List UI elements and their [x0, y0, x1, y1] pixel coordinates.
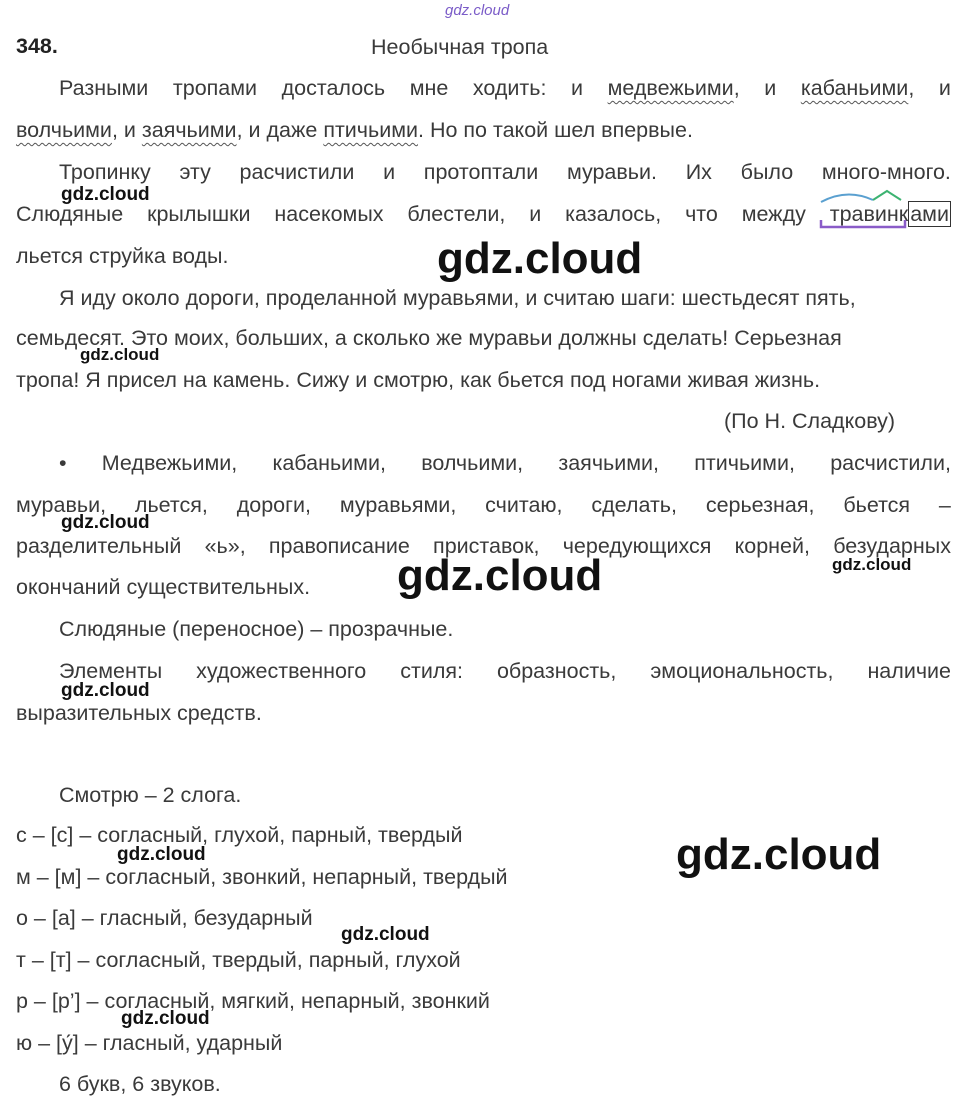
answer-line: муравьи, льется, дороги, муравьями, считаю, сделать, серьезная, бьется – [16, 493, 951, 517]
watermark: gdz.cloud [61, 184, 150, 205]
exercise-title: Необычная тропа [371, 35, 549, 59]
underlined-word: кабаньими [800, 76, 909, 100]
watermark: gdz.cloud [117, 844, 206, 865]
suffix-mark [873, 191, 901, 200]
answer-line: разделительный «ь», правописание приставок, чередующихся корней, безударных [16, 534, 951, 558]
source-citation: (По Н. Сладкову) [724, 409, 896, 433]
text-line: тропа! Я присел на камень. Сижу и смотрю, как бьется под ногами живая жизнь. [16, 368, 821, 392]
text-line: Разными тропами досталось мне ходить: и медвежьими, и кабаньими, и [59, 76, 951, 100]
text-line: льется струйка воды. [16, 244, 229, 268]
phonetic-line: с – [с] – согласный, глухой, парный, твердый [16, 823, 463, 847]
word-stem: травинк [829, 202, 909, 226]
watermark: gdz.cloud [61, 512, 150, 533]
underlined-word: медвежьими [607, 76, 734, 100]
watermark: gdz.cloud [437, 234, 643, 283]
watermark-top: gdz.cloud [445, 2, 510, 19]
phonetic-line: ю – [у́] – гласный, ударный [16, 1031, 283, 1055]
underlined-word: волчьими [16, 118, 112, 142]
underlined-word: заячьими [141, 118, 237, 142]
watermark: gdz.cloud [676, 830, 882, 879]
answer-line: окончаний существительных. [16, 575, 311, 599]
watermark: gdz.cloud [341, 924, 430, 945]
phonetic-line: р – [р’] – согласный, мягкий, непарный, звонкий [16, 989, 490, 1013]
root-arc-mark [821, 194, 873, 202]
watermark: gdz.cloud [832, 555, 912, 574]
text-line: Тропинку эту расчистили и протоптали муравьи. Их было много-много. [59, 160, 951, 184]
letter-sound-count: 6 букв, 6 звуков. [59, 1072, 221, 1096]
watermark: gdz.cloud [80, 345, 160, 364]
answer-line: • Медвежьими, кабаньими, волчьими, заячьими, птичьими, расчистили, [59, 451, 951, 475]
text-line: волчьими , и заячьими , и даже птичьими . Но по такой шел впервые. [16, 118, 693, 142]
answer-meaning: Слюдяные (переносное) – прозрачные. [59, 617, 454, 641]
underlined-word: птичьими [323, 118, 419, 142]
text-line: семьдесят. Это моих, больших, а сколько же муравьи должны сделать! Серьезная [16, 326, 842, 350]
text-line: Слюдяные крылышки насекомых блестели, и казалось, что между травинками [16, 202, 949, 226]
word-ending: ами [910, 202, 949, 226]
phonetic-line: т – [т] – согласный, твердый, парный, глухой [16, 948, 461, 972]
text-line: Я иду около дороги, проделанной муравьями, и считаю шаги: шестьдесят пять, [59, 286, 856, 310]
answer-line: выразительных средств. [16, 701, 262, 725]
syllable-count: Смотрю – 2 слога. [59, 783, 242, 807]
answer-line: Элементы художественного стиля: образность, эмоциональность, наличие [59, 659, 951, 683]
watermark: gdz.cloud [397, 551, 603, 600]
watermark: gdz.cloud [121, 1008, 210, 1029]
exercise-number: 348. [16, 34, 58, 58]
watermark: gdz.cloud [61, 680, 150, 701]
morpheme-word [830, 202, 951, 227]
phonetic-line: о – [а] – гласный, безударный [16, 906, 313, 930]
phonetic-line: м – [м] – согласный, звонкий, непарный, твердый [16, 865, 508, 889]
